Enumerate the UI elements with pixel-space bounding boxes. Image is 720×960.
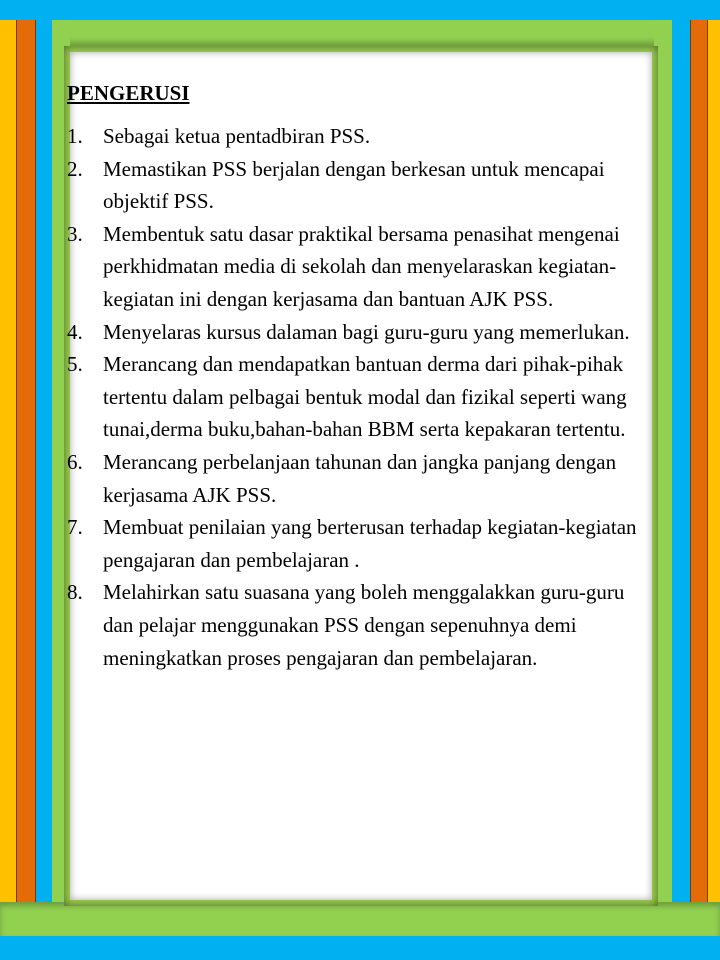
- left-stripe-orange: [16, 20, 36, 936]
- left-stripe-yellow: [0, 20, 16, 936]
- item-number: 1.: [67, 124, 83, 148]
- item-number: 5.: [67, 352, 83, 377]
- item-text: Sebagai ketua pentadbiran PSS.: [103, 124, 371, 148]
- item-text: Memastikan PSS berjalan dengan berkesan untuk mencapai objektif PSS.: [103, 156, 605, 214]
- page-title: PENGERUSI: [67, 81, 190, 105]
- list-item: [67, 120, 652, 153]
- item-number: 6.: [67, 449, 83, 474]
- right-stripe-cyan: [672, 20, 690, 936]
- top-border-cyan: [0, 0, 720, 20]
- item-text: Merancang dan mendapatkan bantuan derma dari pihak-pihak tertentu dalam pelbagai bentuk modal dan fizikal seperti wang tunai,derma buku,bahan-bahan BBM serta kepakaran tertentu.: [103, 352, 627, 442]
- item-text: Merancang perbelanjaan tahunan dan jangka panjang dengan kerjasama AJK PSS.: [103, 449, 617, 507]
- bottom-border-green: [0, 902, 720, 936]
- list-item: [67, 153, 652, 218]
- item-text: Melahirkan satu suasana yang boleh menggalakkan guru-guru dan pelajar menggunakan PSS dengan sepenuhnya demi meningkatkan proses pengajaran dan pembelajaran.: [103, 580, 625, 670]
- item-number: 4.: [67, 319, 83, 344]
- item-text: Membentuk satu dasar praktikal bersama penasihat mengenai perkhidmatan media di sekolah dan menyelaraskan kegiatan- kegiatan ini dengan kerjasama dan bantuan AJK PSS.: [103, 221, 620, 311]
- document-content: [67, 78, 652, 674]
- item-number: 8.: [67, 580, 83, 605]
- item-number: 2.: [67, 156, 83, 181]
- list-item: [67, 576, 652, 674]
- left-stripe-cyan: [36, 20, 52, 936]
- item-text: Membuat penilaian yang berterusan terhadap kegiatan-kegiatan pengajaran dan pembelajaran .: [103, 515, 637, 572]
- list-item: [67, 511, 652, 576]
- bottom-border-cyan: [0, 936, 720, 960]
- list-item: [67, 446, 652, 511]
- duties-list: [67, 120, 652, 674]
- item-number: 7.: [67, 515, 83, 540]
- list-item: [67, 348, 652, 446]
- top-border-green: [0, 20, 720, 46]
- item-text: Menyelaras kursus dalaman bagi guru-guru yang memerlukan.: [103, 319, 630, 344]
- right-stripe-yellow: [708, 20, 720, 936]
- item-number: 3.: [67, 221, 83, 246]
- list-item: [67, 316, 652, 349]
- right-stripe-orange: [690, 20, 708, 936]
- list-item: [67, 218, 652, 316]
